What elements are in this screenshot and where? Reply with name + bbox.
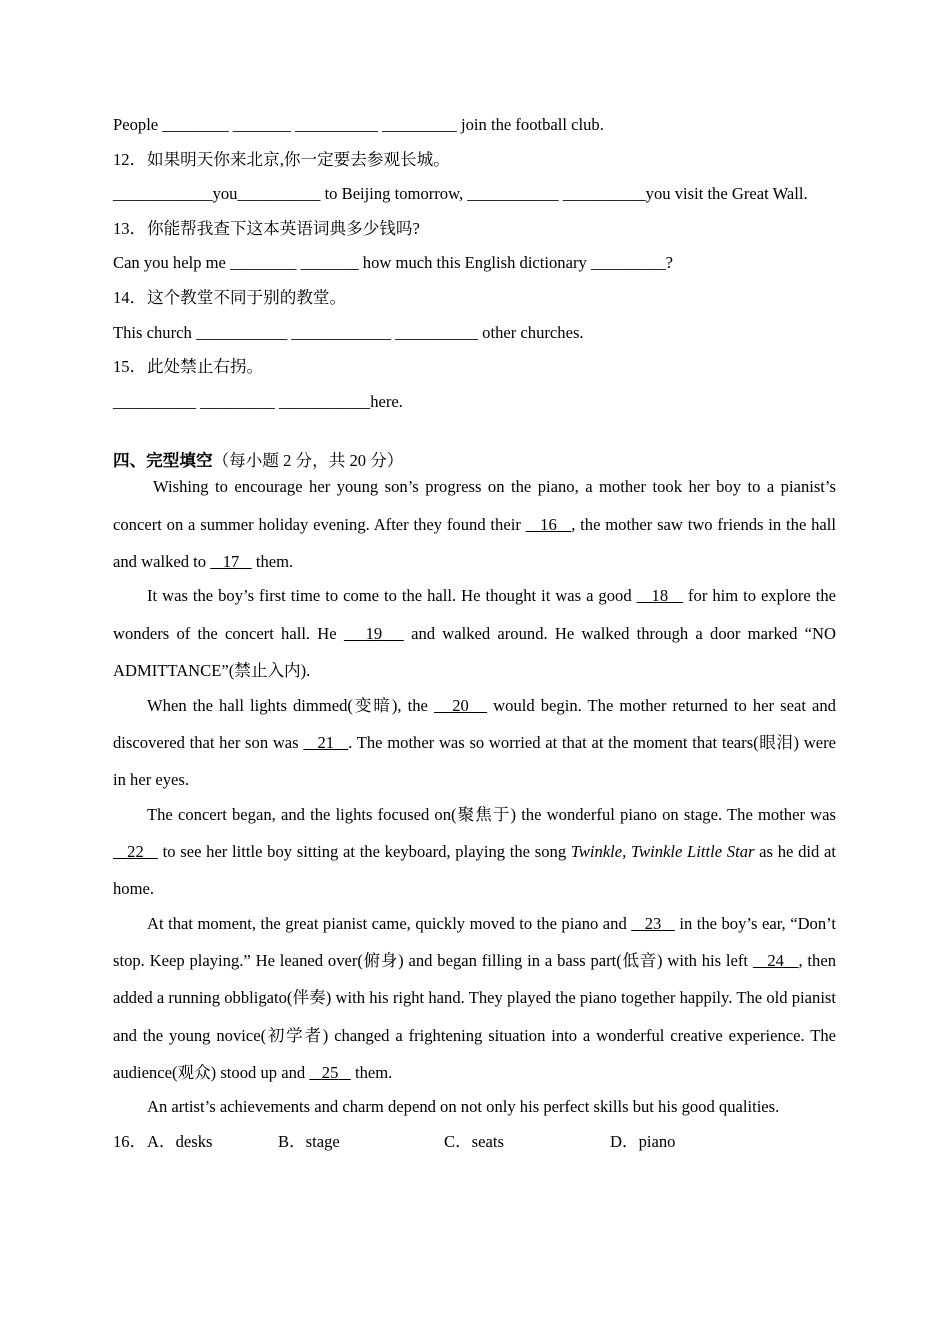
question-number: 12． [113,149,147,169]
blank-22: 22 [127,841,144,861]
question-number: 14． [113,287,147,307]
chinese-sentence: 如果明天你来北京,你一定要去参观长城。 [147,149,450,169]
chinese-sentence: 这个教堂不同于别的教堂。 [147,287,347,307]
q12-answer-line: ____________you__________ to Beijing tomorrow, ___________ __________you visit the Great Wall. [113,184,808,204]
passage-text: would begin. The mother returned to her seat and discovered that her son was [113,695,836,752]
passage-text: At that moment, the great pianist came, quickly moved to the piano and [147,913,632,933]
passage-text: , the mother saw two friends in the hall and walked to [113,514,837,571]
passage-text: as he did at home. [113,841,836,899]
option-text: stage [305,1132,340,1151]
question-number: 15． [113,357,147,377]
option-letter: A． [147,1132,176,1151]
option-text: piano [638,1132,676,1151]
cloze-paragraph [113,577,836,689]
cloze-paragraph [113,1088,836,1125]
q13-answer-line: Can you help me ________ _______ how much this English dictionary _________? [113,253,673,273]
blank-17: 17 [222,551,240,571]
option-a [147,1125,278,1160]
q11-answer-line: People ________ _______ __________ _________ join the football club. [113,115,604,134]
chinese-sentence: 此处禁止右拐。 [147,357,264,377]
blank-25: 25 [321,1062,339,1082]
q15-prompt [113,350,873,385]
cloze-paragraph [113,905,836,1091]
question-number: 16． [113,1132,147,1151]
q15-answer-line: __________ _________ ___________here. [113,391,403,411]
passage-text: them. [251,551,294,571]
passage-text: When the hall lights dimmed(变暗), the [147,695,434,715]
passage-text: The concert began, and the lights focused on(聚焦于) the wonderful piano on stage. The mother was [147,804,836,824]
option-c [444,1125,610,1160]
passage-text: , then added a running obbligato(伴奏) with his right hand. They played the piano together happily. The old pianist and the young novice(初学者) changed a frightening situation into a wonderful creative experience. The audience(观众) stood up and [113,951,837,1082]
question-16-options [113,1125,675,1160]
song-title: Twinkle, Twinkle Little Star [570,841,755,861]
passage-text: and walked around. He walked through a door marked “NO ADMITTANCE”(禁止入内). [113,623,836,681]
passage-text: them. [350,1062,393,1082]
q14-prompt [113,281,873,316]
passage-text: to see her little boy sitting at the keyboard, playing the song [157,841,571,861]
q13-prompt [113,212,873,247]
option-b [278,1125,444,1160]
q14-answer-line: This church ___________ ____________ __________ other churches. [113,322,584,342]
section-scoring: （每小题 2 分，共 20 分） [212,451,404,470]
question-number: 13． [113,218,147,238]
cloze-paragraph [113,796,836,908]
passage-text: . The mother was so worried at that at the moment that tears(眼泪) were in her eyes. [113,732,837,790]
passage-text: It was the boy’s first time to come to the hall. He thought it was a good [147,586,637,606]
option-text: desks [175,1132,213,1151]
option-letter: D． [610,1132,639,1151]
passage-text: Wishing to encourage her young son’s progress on the piano, a mother took her boy to a pianist’s concert on a summer holiday evening. After they found their [113,477,836,534]
blank-23: 23 [644,913,662,933]
passage-text: for him to explore the wonders of the concert hall. He [113,586,837,643]
chinese-sentence: 你能帮我查下这本英语词典多少钱吗? [147,218,420,238]
blank-16: 16 [540,514,557,534]
blank-24: 24 [767,951,784,971]
option-text: seats [471,1132,504,1151]
option-letter: C． [444,1132,472,1151]
passage-text: in the boy’s ear, “Don’t stop. Keep playing.” He leaned over(俯身) and began filling in a bass part(低音) with his left [113,913,836,971]
section-title: 四、完型填空 [113,451,213,470]
cloze-passage [113,468,836,1125]
q12-prompt [113,143,873,178]
cloze-paragraph [113,687,836,799]
translation-section [113,108,873,419]
blank-19: 19 [365,623,383,643]
blank-18: 18 [651,586,669,606]
blank-21: 21 [317,732,335,752]
cloze-paragraph [113,468,836,580]
passage-text: An artist’s achievements and charm depend on not only his perfect skills but his good qualities. [147,1097,780,1117]
blank-20: 20 [452,695,469,715]
option-letter: B． [278,1132,306,1151]
option-d [610,1125,675,1160]
